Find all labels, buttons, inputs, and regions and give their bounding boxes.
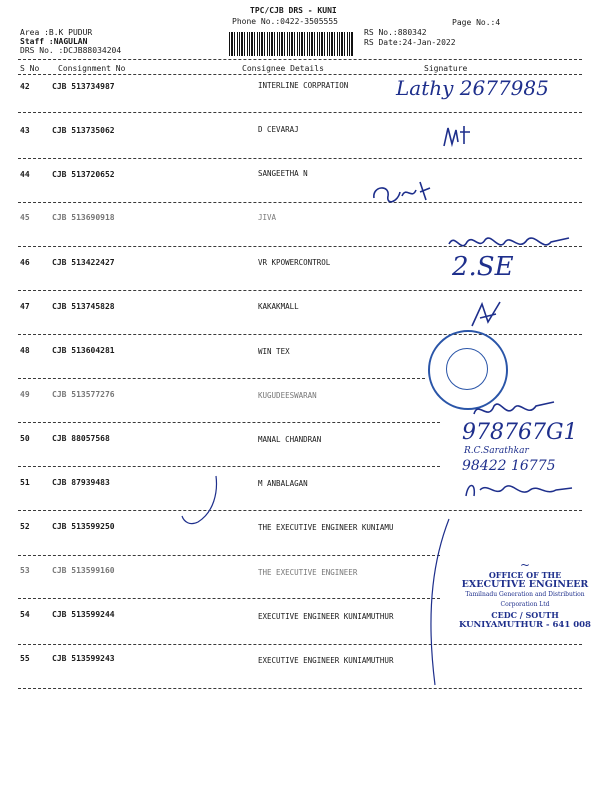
row-consignee: WIN TEX xyxy=(258,347,290,356)
drs-number: DRS No. :DCJB88034204 xyxy=(20,46,122,55)
company-seal-center xyxy=(446,348,488,390)
row-sno: 52 xyxy=(20,522,30,531)
row-sno: 43 xyxy=(20,126,30,135)
row-sno: 49 xyxy=(20,390,30,399)
row-divider xyxy=(18,378,425,379)
signature-50: 978767G1 xyxy=(462,420,578,445)
office-stamp xyxy=(455,560,595,630)
barcode xyxy=(229,32,353,56)
signature-42: Lathy 2677985 xyxy=(396,76,549,100)
stamp-line-4: CEDC / SOUTH xyxy=(491,610,559,620)
signature-51 xyxy=(462,478,577,502)
columns-rule xyxy=(18,74,582,75)
row-sno: 44 xyxy=(20,170,30,179)
row-sno: 51 xyxy=(20,478,30,487)
rs-date: RS Date:24-Jan-2022 xyxy=(364,38,456,47)
page-number: Page No.:4 xyxy=(452,18,501,27)
row-divider xyxy=(18,466,440,467)
col-consignment: Consignment No xyxy=(58,64,126,73)
row-divider xyxy=(18,290,582,291)
row-sno: 46 xyxy=(20,258,30,267)
row-divider xyxy=(18,202,582,203)
rs-number: RS No.:880342 xyxy=(364,28,427,37)
phone-number: Phone No.:0422-3505555 xyxy=(232,17,338,26)
row-consignee: THE EXECUTIVE ENGINEER KUNIAMU xyxy=(258,523,394,532)
row-sno: 47 xyxy=(20,302,30,311)
row-consignment: CJB 513690918 xyxy=(52,213,115,222)
row-consignment: CJB 513599243 xyxy=(52,654,115,663)
row-consignee: SANGEETHA N xyxy=(258,169,308,178)
row-divider xyxy=(18,112,582,113)
row-consignee: KAKAKMALL xyxy=(258,302,299,311)
row-sno: 48 xyxy=(20,346,30,355)
row-sno: 53 xyxy=(20,566,30,575)
row-divider xyxy=(18,688,582,689)
row-sno: 54 xyxy=(20,610,30,619)
row-consignee: KUGUDEESWARAN xyxy=(258,391,317,400)
document-title: TPC/CJB DRS - KUNI xyxy=(250,6,337,15)
row-consignee: JIVA xyxy=(258,213,277,222)
row-divider xyxy=(18,598,440,599)
col-signature: Signature xyxy=(424,64,468,73)
col-sno: S No xyxy=(20,64,40,73)
row-consignment: CJB 513577276 xyxy=(52,390,115,399)
stamp-signature-mark: ~ xyxy=(519,558,531,572)
signature-44 xyxy=(368,178,448,212)
header-rule xyxy=(18,59,582,60)
stamp-line-5: KUNIYAMUTHUR - 641 008 xyxy=(459,620,591,630)
row-consignee: VR KPOWERCONTROL xyxy=(258,258,331,267)
row-consignee: INTERLINE CORPRATION xyxy=(258,81,349,90)
stamp-line-2: EXECUTIVE ENGINEER xyxy=(461,579,589,590)
row-consignee: EXECUTIVE ENGINEER KUNIAMUTHUR xyxy=(258,656,394,665)
row-consignment: CJB 87939483 xyxy=(52,478,110,487)
row-sno: 50 xyxy=(20,434,30,443)
signature-50-name: R.C.Sarathkar xyxy=(464,446,529,456)
stamp-line-3: Tamilnadu Generation and Distribution Corporation Ltd xyxy=(465,591,585,608)
row-consignment: CJB 513599244 xyxy=(52,610,115,619)
row-divider xyxy=(18,158,582,159)
pen-line xyxy=(415,515,455,695)
row-divider xyxy=(18,644,582,645)
signature-43 xyxy=(440,122,480,156)
row-divider xyxy=(18,555,440,556)
row-consignee: MANAL CHANDRAN xyxy=(258,435,322,444)
row-consignment: CJB 513604281 xyxy=(52,346,115,355)
row-consignment: CJB 513599250 xyxy=(52,522,115,531)
signature-46: 2.SE xyxy=(452,252,514,282)
row-consignee: EXECUTIVE ENGINEER KUNIAMUTHUR xyxy=(258,612,394,621)
row-divider xyxy=(18,422,440,423)
row-consignee: D CEVARAJ xyxy=(258,125,299,134)
stamp-line-1: OFFICE OF THE xyxy=(488,570,562,580)
row-consignment: CJB 513422427 xyxy=(52,258,115,267)
row-sno: 55 xyxy=(20,654,30,663)
row-sno: 42 xyxy=(20,82,30,91)
row-consignment: CJB 513720652 xyxy=(52,170,115,179)
row-consignment: CJB 513745828 xyxy=(52,302,115,311)
row-consignment: CJB 513735062 xyxy=(52,126,115,135)
pen-mark xyxy=(178,472,222,532)
area-label: Area :B.K PUDUR xyxy=(20,28,93,37)
row-divider xyxy=(18,510,582,511)
row-consignment: CJB 513734987 xyxy=(52,82,115,91)
col-consignee: Consignee Details xyxy=(242,64,324,73)
signature-50-phone: 98422 16775 xyxy=(462,458,556,474)
row-consignee: M ANBALAGAN xyxy=(258,479,308,488)
row-consignee: THE EXECUTIVE ENGINEER xyxy=(258,568,358,577)
staff-label: Staff :NAGULAN xyxy=(20,37,88,46)
row-consignment: CJB 88057568 xyxy=(52,434,110,443)
row-sno: 45 xyxy=(20,213,30,222)
row-consignment: CJB 513599160 xyxy=(52,566,115,575)
